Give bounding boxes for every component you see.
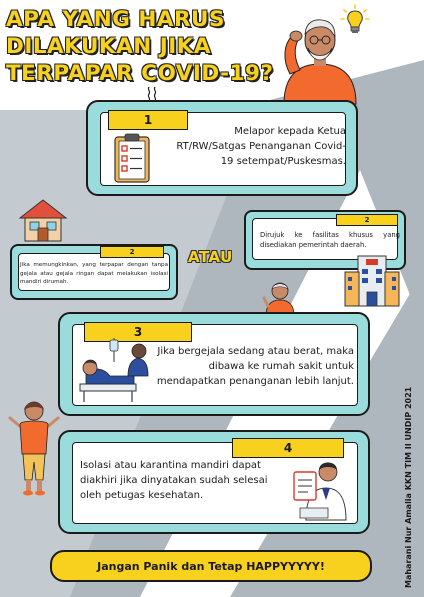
atau-label: ATAU bbox=[188, 248, 233, 266]
step-4-number: 4 bbox=[283, 441, 293, 455]
hospital-building-illustration bbox=[344, 254, 400, 306]
house-illustration bbox=[18, 198, 68, 242]
title-line-2: DILAKUKAN JIKA bbox=[6, 34, 212, 59]
step-2b-number-tag bbox=[336, 214, 398, 226]
pointing-man-illustration bbox=[262, 278, 298, 316]
step-2b-text: Dirujuk ke fasilitas khusus yang disediakan pemerintah daerah. bbox=[260, 231, 400, 249]
footer-text: Jangan Panik dan Tetap HAPPYYYYY! bbox=[97, 559, 325, 573]
step-3-number: 3 bbox=[133, 325, 143, 339]
doctor-with-clipboard-illustration bbox=[292, 450, 352, 520]
step-2b-number: 2 bbox=[364, 216, 370, 224]
step-4-text: Isolasi atau karantina mandiri dapat diakhiri jika dinyatakan sudah selesai oleh petugas kesehatan. bbox=[80, 460, 268, 501]
author-credit: Maharani Nur Amalia KKN TIM II UNDIP 2021 bbox=[404, 386, 413, 588]
hospital-patient-illustration bbox=[78, 336, 150, 404]
shrugging-girl-illustration bbox=[8, 398, 60, 496]
step-3-text: Jika bergejala sedang atau berat, maka dibawa ke rumah sakit untuk mendapatkan penanganan lebih lanjut. bbox=[156, 346, 354, 387]
step-2a-number: 2 bbox=[129, 248, 135, 256]
step-2a-number-tag bbox=[100, 246, 164, 258]
title-line-1: APA YANG HARUS bbox=[6, 7, 225, 32]
footer-message bbox=[50, 550, 372, 582]
title-line-3: TERPAPAR COVID-19? bbox=[6, 61, 274, 86]
clipboard-checklist-icon bbox=[112, 132, 152, 184]
page-title bbox=[6, 6, 306, 87]
thinking-man-illustration bbox=[278, 14, 358, 104]
step-2a-text: Jika memungkinkan, yang terpapar dengan tanpa gejala atau gejala ringan dapat melakukan isolasi mandiri dirumah. bbox=[20, 262, 168, 286]
step-1-number: 1 bbox=[143, 113, 153, 127]
step-1-text: Melapor kepada Ketua RT/RW/Satgas Penanganan Covid-19 setempat/Puskesmas. bbox=[176, 126, 346, 167]
